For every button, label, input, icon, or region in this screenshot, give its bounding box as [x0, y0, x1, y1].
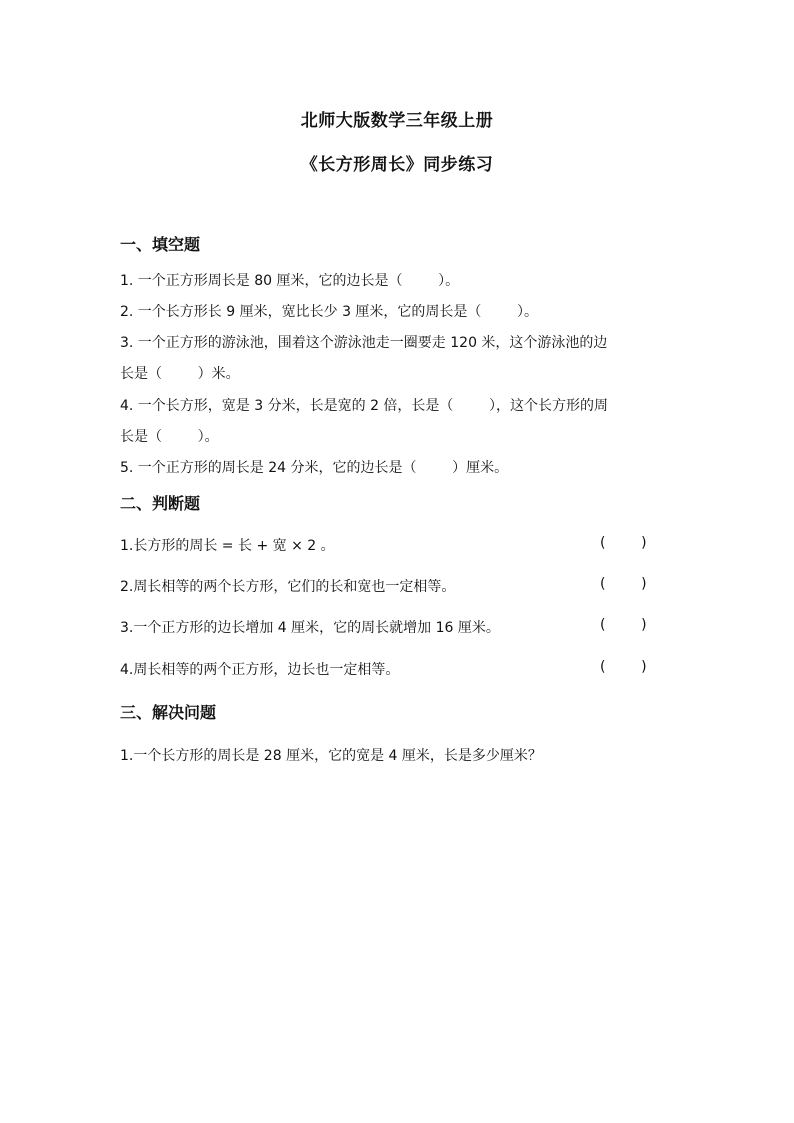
- judge-question-4: 4.周长相等的两个正方形，边长也一定相等。: [120, 662, 400, 678]
- fill-question-3-line-2: 长是（ ）米。: [120, 366, 240, 382]
- judge-answer-blank-1: ( ): [600, 535, 647, 551]
- fill-question-3-line-1: 3. 一个正方形的游泳池，围着这个游泳池走一圈要走 120 米，这个游泳池的边: [120, 335, 608, 351]
- fill-question-5: 5. 一个正方形的周长是 24 分米，它的边长是（ ）厘米。: [120, 460, 509, 476]
- judge-answer-blank-3: ( ): [600, 617, 647, 633]
- document-subtitle: 《长方形周长》同步练习: [300, 155, 494, 175]
- section-fill-blank-heading: 一、填空题: [120, 235, 201, 254]
- fill-question-4-line-2: 长是（ ）。: [120, 429, 219, 445]
- judge-answer-blank-2: ( ): [600, 576, 647, 592]
- document-title: 北师大版数学三年级上册: [300, 111, 494, 131]
- problem-question-1: 1.一个长方形的周长是 28 厘米，它的宽是 4 厘米，长是多少厘米？: [120, 748, 542, 764]
- fill-question-1: 1. 一个正方形周长是 80 厘米，它的边长是（ ）。: [120, 273, 460, 289]
- section-problem-solving-heading: 三、解决问题: [120, 703, 217, 722]
- judge-question-3: 3.一个正方形的边长增加 4 厘米，它的周长就增加 16 厘米。: [120, 620, 500, 636]
- judge-question-1: 1.长方形的周长 = 长 + 宽 × 2 。: [120, 538, 335, 554]
- fill-question-2: 2. 一个长方形长 9 厘米，宽比长少 3 厘米，它的周长是（ ）。: [120, 304, 539, 320]
- fill-question-4-line-1: 4. 一个长方形，宽是 3 分米，长是宽的 2 倍，长是（ ），这个长方形的周: [120, 398, 609, 414]
- judge-question-2: 2.周长相等的两个长方形，它们的长和宽也一定相等。: [120, 579, 456, 595]
- section-true-false-heading: 二、判断题: [120, 494, 201, 513]
- judge-answer-blank-4: ( ): [600, 659, 647, 675]
